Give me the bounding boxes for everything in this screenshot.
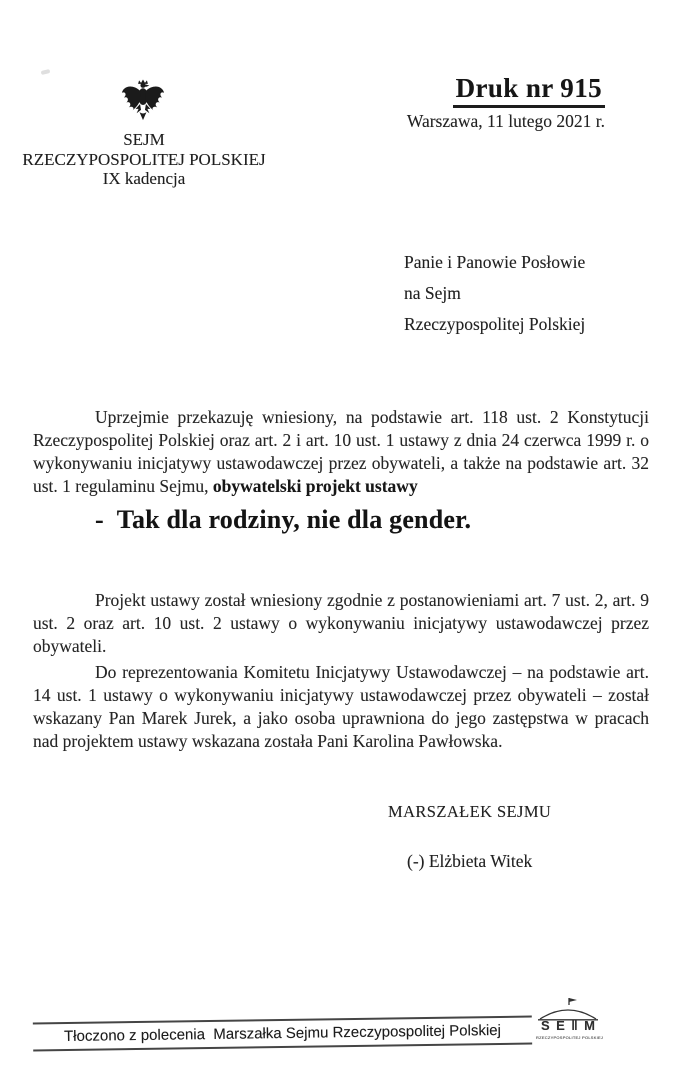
logo-letter-m: M	[584, 1018, 595, 1033]
place-date: Warszawa, 11 lutego 2021 r.	[406, 111, 605, 131]
logo-letter-s: S	[541, 1018, 550, 1033]
paragraph-1-bold-phrase: obywatelski projekt ustawy	[212, 475, 418, 496]
footer-print-note: Tłoczono z polecenia Marszałka Sejmu Rzeczypospolitej Polskiej	[33, 1016, 532, 1052]
polish-eagle-icon	[118, 77, 168, 128]
recipient-line-2: na Sejm	[404, 283, 461, 303]
print-header-block	[407, 73, 605, 132]
institution-name: SEJM	[123, 130, 165, 149]
body-paragraph-3: Do reprezentowania Komitetu Inicjatywy Ustawodawczej – na podstawie art. 14 ust. 1 ustawy o wykonywaniu inicjatywy ustawodawczej przez obywateli – został wskazany Pan Marek Jurek, a jako osoba uprawniona do jego zastępstwa w pracach nad projektem ustawy wskazana została Pani Karolina Pawłowska.	[33, 661, 649, 751]
recipient-block	[404, 247, 585, 340]
body-paragraph-2: Projekt ustawy został wniesiony zgodnie z postanowieniami art. 7 ust. 2, art. 9 ust. 2 oraz art. 10 ust. 2 ustawy o wykonywaniu inicjatywy ustawodawczej przez obywateli.	[33, 589, 649, 656]
institution-full-name: RZECZYPOSPOLITEJ POLSKIEJ	[22, 149, 266, 169]
institution-term: IX kadencja	[102, 169, 186, 188]
print-number: Druk nr 915	[453, 73, 605, 108]
signature-name: (-) Elżbieta Witek	[407, 851, 533, 871]
sejm-logo-letters	[541, 1019, 595, 1033]
scan-artifact	[41, 69, 51, 75]
logo-letter-ij: ‖	[571, 1018, 578, 1033]
paragraph-1-text: Uprzejmie przekazuję wniesiony, na podstawie art. 118 ust. 2 Konstytucji Rzeczypospolitej Polskiej oraz art. 2 i art. 10 ust. 1 ustawy z dnia 24 czerwca 1999 r. o wykonywaniu inicjatywy ustawodawczej przez obywateli, a także na podstawie art. 32 ust. 1 regulaminu Sejmu,	[33, 406, 649, 496]
body-paragraph-1	[33, 406, 649, 498]
sejm-logo-subtext: RZECZYPOSPOLITEJ POLSKIEJ	[536, 1035, 604, 1040]
sejm-logo	[536, 996, 604, 1040]
signature-title: MARSZAŁEK SEJMU	[388, 802, 552, 821]
logo-letter-e: E	[556, 1018, 565, 1033]
institution-block	[13, 130, 275, 189]
recipient-line-1: Panie i Panowie Posłowie	[404, 252, 586, 272]
recipient-line-3: Rzeczypospolitej Polskiej	[404, 314, 586, 334]
bill-title: - Tak dla rodziny, nie dla gender.	[95, 505, 472, 534]
